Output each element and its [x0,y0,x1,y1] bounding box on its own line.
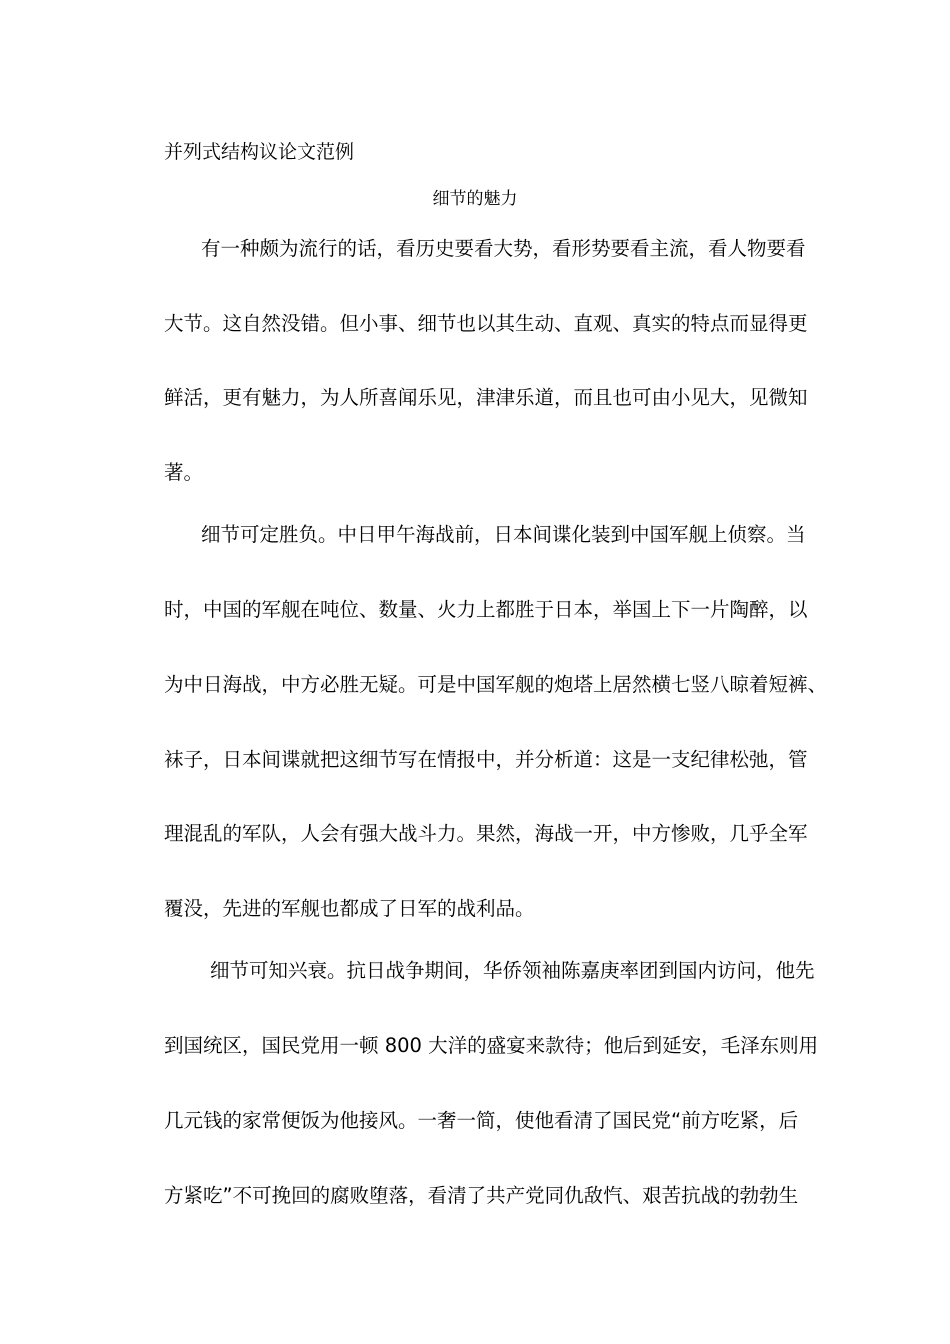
paragraph-1-line-1: 有一种颇为流行的话，看历史要看大势，看形势要看主流，看人物要看 [201,237,806,260]
paragraph-1-line-2: 大节。这自然没错。但小事、细节也以其生动、直观、真实的特点而显得更 [164,312,808,335]
essay-title: 细节的魅力 [432,189,518,209]
paragraph-2-line-4: 袜子，日本间谍就把这细节写在情报中，并分析道：这是一支纪律松弛，管 [164,748,808,771]
paragraph-1-line-3: 鲜活，更有魅力，为人所喜闻乐见，津津乐道，而且也可由小见大，见微知 [164,386,808,409]
paragraph-2-line-5: 理混乱的军队，人会有强大战斗力。果然，海战一开，中方惨败，几乎全军 [164,822,808,845]
paragraph-1-line-4: 著。 [164,461,204,484]
paragraph-2-line-3: 为中日海战，中方必胜无疑。可是中国军舰的炮塔上居然横七竖八晾着短裤、 [164,673,828,696]
paragraph-3-line-3: 几元钱的家常便饭为他接风。一奢一简，使他看清了国民党“前方吃紧，后 [164,1109,799,1132]
paragraph-2-line-1: 细节可定胜负。中日甲午海战前，日本间谍化装到中国军舰上侦察。当 [201,523,806,546]
document-heading: 并列式结构议论文范例 [164,141,355,163]
paragraph-3-line-4: 方紧吃”不可挽回的腐败堕落，看清了共产党同仇敌忾、艰苦抗战的勃勃生 [164,1184,799,1207]
paragraph-3-line-1: 细节可知兴衰。抗日战争期间，华侨领袖陈嘉庚率团到国内访问，他先 [210,959,815,982]
paragraph-2-line-2: 时，中国的军舰在吨位、数量、火力上都胜于日本，举国上下一片陶醉，以 [164,598,808,621]
paragraph-2-line-6: 覆没，先进的军舰也都成了日军的战利品。 [164,897,535,920]
paragraph-3-line-2: 到国统区，国民党用一顿 800 大洋的盛宴来款待；他后到延安，毛泽东则用 [164,1034,819,1057]
